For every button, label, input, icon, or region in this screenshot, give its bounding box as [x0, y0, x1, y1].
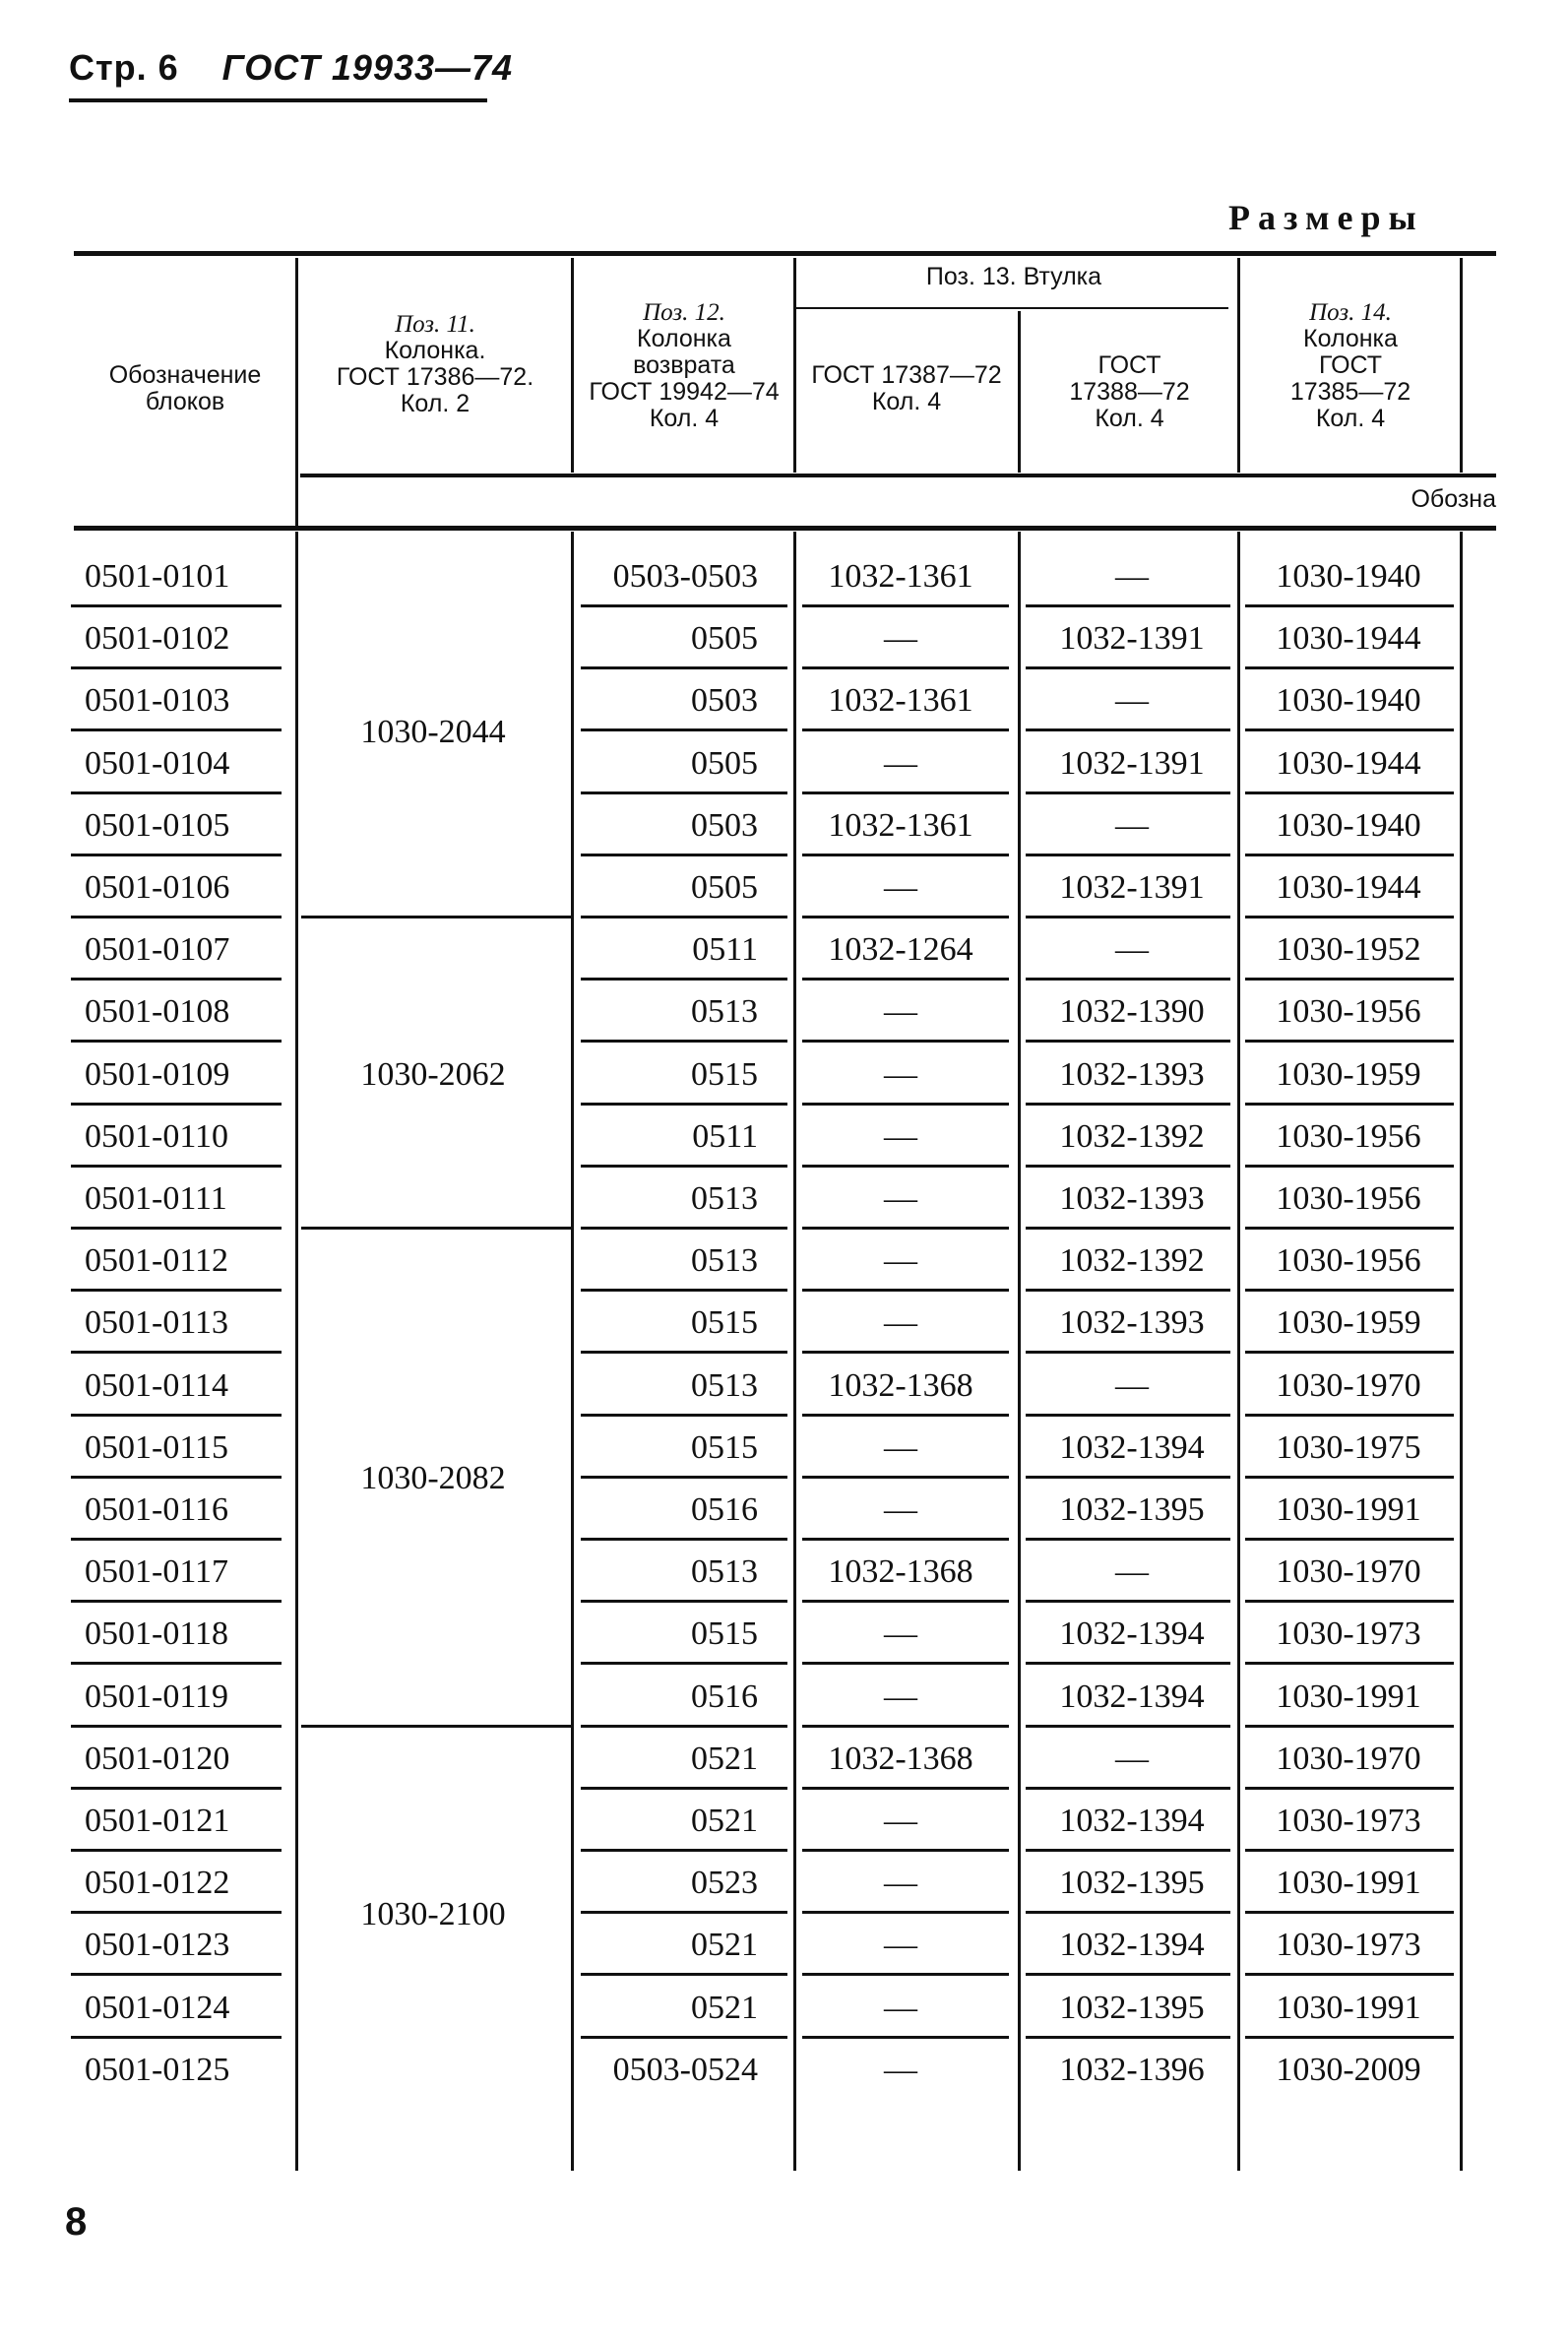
cell-pos14: 1030-1970 [1276, 1553, 1421, 1590]
cell-pos13-a: 1032-1361 [828, 807, 973, 844]
row-underline [581, 2036, 787, 2039]
cell-designation: 0501-0108 [85, 993, 230, 1030]
cell-pos11-group: 1030-2100 [360, 1896, 506, 1932]
row-underline [1026, 1414, 1230, 1417]
page-header [69, 47, 513, 89]
col-header-pos13: Поз. 13. Втулка [925, 263, 1102, 290]
body-col-divider [1460, 532, 1463, 2171]
row-underline [1245, 1973, 1454, 1976]
row-underline [1026, 1227, 1230, 1230]
row-underline [71, 978, 282, 981]
col-divider [1237, 258, 1240, 473]
subheader-rule [300, 474, 1496, 477]
row-underline [1026, 1040, 1230, 1043]
cell-designation: 0501-0111 [85, 1180, 227, 1217]
cell-designation: 0501-0125 [85, 2052, 230, 2088]
row-underline [1245, 1725, 1454, 1728]
cell-pos13-a: — [884, 1990, 917, 2026]
cell-designation: 0501-0116 [85, 1491, 229, 1528]
col-header-pos14: Поз. 14. Колонка ГОСТ 17385—72 Кол. 4 [1289, 299, 1411, 432]
col-divider [295, 258, 298, 526]
cell-pos12: 0516 [691, 1491, 758, 1528]
row-underline [581, 1289, 787, 1292]
cell-pos13-b: 1032-1392 [1059, 1242, 1205, 1279]
cell-pos13-b: 1032-1391 [1059, 745, 1205, 782]
row-underline [581, 1227, 787, 1230]
row-underline [1026, 604, 1230, 607]
row-underline [1245, 1040, 1454, 1043]
col-header-pos13-b: ГОСТ 17388—72 Кол. 4 [1069, 351, 1190, 432]
row-underline [581, 1414, 787, 1417]
col-subheader: Обозна [1411, 485, 1496, 513]
cell-pos13-b: 1032-1394 [1059, 1429, 1205, 1466]
row-underline [71, 916, 282, 918]
row-underline [71, 1103, 282, 1106]
cell-pos14: 1030-1944 [1276, 620, 1421, 657]
cell-pos12: 0521 [691, 1990, 758, 2026]
row-underline [71, 1414, 282, 1417]
row-underline [1026, 1476, 1230, 1479]
body-col-divider [1018, 532, 1021, 2171]
row-underline [1026, 1289, 1230, 1292]
cell-pos11-group: 1030-2082 [360, 1460, 506, 1496]
row-underline [802, 1973, 1009, 1976]
row-underline [581, 1103, 787, 1106]
row-underline [802, 1662, 1009, 1665]
col-divider [793, 258, 796, 473]
cell-designation: 0501-0117 [85, 1553, 229, 1590]
row-underline [1026, 728, 1230, 731]
row-underline [581, 1911, 787, 1914]
cell-pos12: 0503-0524 [612, 2052, 758, 2088]
row-underline [71, 854, 282, 856]
row-underline [71, 1600, 282, 1603]
row-underline [1245, 1227, 1454, 1230]
row-underline [581, 1351, 787, 1354]
cell-pos11-group: 1030-2062 [360, 1056, 506, 1093]
row-underline [581, 1476, 787, 1479]
row-underline [581, 1849, 787, 1852]
row-underline [1026, 666, 1230, 669]
row-underline [71, 1725, 282, 1728]
row-underline [71, 666, 282, 669]
row-underline [1026, 1103, 1230, 1106]
row-underline [802, 1040, 1009, 1043]
row-underline [581, 978, 787, 981]
cell-pos12: 0513 [691, 1553, 758, 1590]
row-underline [71, 1849, 282, 1852]
row-underline [1245, 604, 1454, 607]
col-divider [1018, 311, 1021, 473]
row-underline [802, 1725, 1009, 1728]
row-underline [802, 1351, 1009, 1354]
row-underline [1245, 1414, 1454, 1417]
row-underline [1245, 1600, 1454, 1603]
cell-pos12: 0516 [691, 1678, 758, 1715]
row-underline [71, 728, 282, 731]
col-header-designation: Обозначение блоков [108, 361, 262, 415]
row-underline [1026, 978, 1230, 981]
cell-pos13-b: — [1115, 682, 1149, 719]
cell-pos12: 0521 [691, 1803, 758, 1839]
cell-pos14: 1030-1970 [1276, 1367, 1421, 1404]
cell-pos14: 1030-1956 [1276, 993, 1421, 1030]
row-underline [1245, 916, 1454, 918]
row-underline [1026, 1911, 1230, 1914]
cell-pos13-b: 1032-1393 [1059, 1056, 1205, 1093]
cell-pos13-a: — [884, 869, 917, 906]
cell-designation: 0501-0123 [85, 1927, 230, 1963]
row-underline [1245, 666, 1454, 669]
header-rule [69, 98, 487, 102]
row-underline [802, 1227, 1009, 1230]
cell-pos12: 0505 [691, 620, 758, 657]
row-underline [1026, 1165, 1230, 1168]
page-number: 8 [65, 2200, 88, 2244]
row-underline [581, 1973, 787, 1976]
row-underline [1245, 791, 1454, 794]
cell-pos13-a: — [884, 1865, 917, 1901]
cell-pos13-b: 1032-1394 [1059, 1803, 1205, 1839]
cell-pos13-b: 1032-1395 [1059, 1865, 1205, 1901]
page-label: Стр. 6 [69, 47, 179, 88]
row-underline [581, 1662, 787, 1665]
row-underline [71, 1911, 282, 1914]
cell-pos14: 1030-1991 [1276, 1491, 1421, 1528]
cell-designation: 0501-0114 [85, 1367, 229, 1404]
row-underline [1245, 1662, 1454, 1665]
cell-pos13-a: 1032-1368 [828, 1367, 973, 1404]
row-underline [71, 1787, 282, 1790]
cell-pos13-b: 1032-1393 [1059, 1304, 1205, 1341]
row-underline [71, 1662, 282, 1665]
cell-pos14: 1030-1952 [1276, 931, 1421, 968]
cell-pos14: 1030-1973 [1276, 1927, 1421, 1963]
col-divider [571, 258, 574, 473]
col-divider [1460, 258, 1463, 473]
row-underline [802, 604, 1009, 607]
cell-pos14: 1030-1944 [1276, 869, 1421, 906]
cell-designation: 0501-0103 [85, 682, 230, 719]
cell-pos13-a: — [884, 2052, 917, 2088]
cell-designation: 0501-0106 [85, 869, 230, 906]
row-underline [581, 604, 787, 607]
body-col-divider [571, 532, 574, 2171]
row-underline [802, 854, 1009, 856]
cell-designation: 0501-0110 [85, 1118, 229, 1155]
row-underline [802, 1849, 1009, 1852]
cell-pos14: 1030-1959 [1276, 1056, 1421, 1093]
row-underline [802, 2036, 1009, 2039]
cell-pos13-b: 1032-1392 [1059, 1118, 1205, 1155]
row-underline [1026, 1973, 1230, 1976]
row-underline [802, 666, 1009, 669]
row-underline [1245, 2036, 1454, 2039]
cell-designation: 0501-0120 [85, 1741, 230, 1777]
cell-pos12: 0515 [691, 1304, 758, 1341]
row-underline [581, 1725, 787, 1728]
cell-pos12: 0511 [692, 1118, 758, 1155]
cell-pos13-a: 1032-1361 [828, 682, 973, 719]
cell-designation: 0501-0107 [85, 931, 230, 968]
cell-designation: 0501-0124 [85, 1990, 230, 2026]
row-underline [1026, 1600, 1230, 1603]
row-underline [71, 791, 282, 794]
row-underline [71, 1538, 282, 1541]
cell-designation: 0501-0115 [85, 1429, 229, 1466]
row-underline [71, 604, 282, 607]
cell-designation: 0501-0119 [85, 1678, 229, 1715]
row-underline [71, 1973, 282, 1976]
col-header-pos12: Поз. 12. Колонка возврата ГОСТ 19942—74 Кол. 4 [589, 299, 780, 432]
cell-pos13-a: — [884, 1242, 917, 1279]
cell-pos13-a: — [884, 1180, 917, 1217]
cell-pos12: 0521 [691, 1741, 758, 1777]
pos13-split-rule [795, 307, 1228, 309]
cell-pos14: 1030-2009 [1276, 2052, 1421, 2088]
cell-pos13-b: 1032-1391 [1059, 869, 1205, 906]
row-underline [1026, 1351, 1230, 1354]
row-underline [1026, 1662, 1230, 1665]
cell-pos13-a: — [884, 1803, 917, 1839]
cell-designation: 0501-0109 [85, 1056, 230, 1093]
row-underline [1245, 1289, 1454, 1292]
cell-pos12: 0513 [691, 1242, 758, 1279]
cell-pos14: 1030-1956 [1276, 1242, 1421, 1279]
row-underline [802, 728, 1009, 731]
cell-pos14: 1030-1991 [1276, 1990, 1421, 2026]
row-underline [1245, 854, 1454, 856]
row-underline [802, 1103, 1009, 1106]
cell-designation: 0501-0105 [85, 807, 230, 844]
cell-pos14: 1030-1991 [1276, 1865, 1421, 1901]
row-underline [802, 1600, 1009, 1603]
cell-pos14: 1030-1940 [1276, 682, 1421, 719]
cell-pos14: 1030-1973 [1276, 1803, 1421, 1839]
row-underline [802, 791, 1009, 794]
row-underline [1245, 1849, 1454, 1852]
row-underline [581, 791, 787, 794]
cell-designation: 0501-0101 [85, 558, 230, 595]
row-underline [1026, 1849, 1230, 1852]
row-underline [1245, 1476, 1454, 1479]
cell-pos13-b: 1032-1396 [1059, 2052, 1205, 2088]
row-underline [1245, 978, 1454, 981]
row-underline [581, 1600, 787, 1603]
cell-pos12: 0513 [691, 993, 758, 1030]
row-underline [1245, 1538, 1454, 1541]
cell-pos13-b: 1032-1394 [1059, 1927, 1205, 1963]
cell-pos12: 0523 [691, 1865, 758, 1901]
row-underline [802, 1476, 1009, 1479]
row-underline [802, 1414, 1009, 1417]
cell-pos14: 1030-1970 [1276, 1741, 1421, 1777]
cell-pos12: 0511 [692, 931, 758, 968]
row-underline [71, 1351, 282, 1354]
cell-pos12: 0521 [691, 1927, 758, 1963]
cell-pos13-a: — [884, 1678, 917, 1715]
group-separator [301, 1725, 571, 1728]
cell-pos13-a: — [884, 1056, 917, 1093]
cell-pos14: 1030-1940 [1276, 558, 1421, 595]
row-underline [581, 1538, 787, 1541]
cell-pos13-a: — [884, 620, 917, 657]
cell-pos14: 1030-1975 [1276, 1429, 1421, 1466]
row-underline [1026, 1725, 1230, 1728]
row-underline [1245, 1103, 1454, 1106]
row-underline [802, 1787, 1009, 1790]
cell-pos13-b: 1032-1393 [1059, 1180, 1205, 1217]
cell-pos14: 1030-1940 [1276, 807, 1421, 844]
row-underline [1245, 1165, 1454, 1168]
cell-pos13-b: — [1115, 807, 1149, 844]
cell-pos13-a: 1032-1361 [828, 558, 973, 595]
standard-number: ГОСТ 19933—74 [221, 47, 514, 88]
row-underline [1026, 854, 1230, 856]
row-underline [1245, 728, 1454, 731]
row-underline [581, 1787, 787, 1790]
col-header-pos11: Поз. 11. Колонка. ГОСТ 17386—72. Кол. 2 [336, 311, 534, 417]
cell-pos13-b: 1032-1395 [1059, 1990, 1205, 2026]
cell-pos14: 1030-1991 [1276, 1678, 1421, 1715]
cell-pos13-a: 1032-1368 [828, 1741, 973, 1777]
cell-pos13-a: — [884, 1304, 917, 1341]
row-underline [1026, 1538, 1230, 1541]
cell-pos13-b: — [1115, 1741, 1149, 1777]
row-underline [802, 1911, 1009, 1914]
row-underline [1245, 1787, 1454, 1790]
cell-pos12: 0515 [691, 1615, 758, 1652]
row-underline [581, 1165, 787, 1168]
row-underline [581, 1040, 787, 1043]
cell-pos13-a: 1032-1368 [828, 1553, 973, 1590]
cell-pos13-b: — [1115, 1553, 1149, 1590]
cell-pos13-a: — [884, 1615, 917, 1652]
cell-pos12: 0503 [691, 807, 758, 844]
row-underline [581, 666, 787, 669]
col-header-pos13-a: ГОСТ 17387—72 Кол. 4 [811, 361, 1002, 415]
cell-pos12: 0515 [691, 1429, 758, 1466]
cell-pos12: 0513 [691, 1180, 758, 1217]
row-underline [802, 916, 1009, 918]
cell-pos12: 0515 [691, 1056, 758, 1093]
cell-pos13-b: — [1115, 931, 1149, 968]
cell-pos13-b: — [1115, 558, 1149, 595]
row-underline [1026, 1787, 1230, 1790]
row-underline [802, 978, 1009, 981]
cell-pos12: 0503-0503 [612, 558, 758, 595]
cell-pos12: 0503 [691, 682, 758, 719]
row-underline [71, 1165, 282, 1168]
row-underline [581, 854, 787, 856]
row-underline [71, 1040, 282, 1043]
group-separator [301, 916, 571, 918]
cell-pos14: 1030-1956 [1276, 1180, 1421, 1217]
cell-designation: 0501-0104 [85, 745, 230, 782]
row-underline [802, 1165, 1009, 1168]
cell-pos14: 1030-1956 [1276, 1118, 1421, 1155]
row-underline [1026, 916, 1230, 918]
row-underline [1245, 1351, 1454, 1354]
cell-pos13-a: — [884, 1491, 917, 1528]
cell-designation: 0501-0102 [85, 620, 230, 657]
row-underline [802, 1538, 1009, 1541]
cell-pos13-b: 1032-1391 [1059, 620, 1205, 657]
cell-pos14: 1030-1959 [1276, 1304, 1421, 1341]
cell-pos12: 0513 [691, 1367, 758, 1404]
cell-pos14: 1030-1944 [1276, 745, 1421, 782]
cell-pos13-a: — [884, 745, 917, 782]
cell-pos14: 1030-1973 [1276, 1615, 1421, 1652]
cell-designation: 0501-0118 [85, 1615, 229, 1652]
cell-pos13-b: 1032-1395 [1059, 1491, 1205, 1528]
table-top-rule [74, 251, 1496, 256]
cell-pos13-a: 1032-1264 [828, 931, 973, 968]
cell-pos13-b: 1032-1390 [1059, 993, 1205, 1030]
row-underline [71, 2036, 282, 2039]
row-underline [581, 916, 787, 918]
row-underline [802, 1289, 1009, 1292]
cell-pos13-a: — [884, 1927, 917, 1963]
row-underline [71, 1227, 282, 1230]
cell-pos13-a: — [884, 1429, 917, 1466]
table-head-bottom-rule [74, 526, 1496, 531]
cell-pos13-a: — [884, 1118, 917, 1155]
row-underline [71, 1476, 282, 1479]
group-separator [301, 1227, 571, 1230]
cell-pos13-b: 1032-1394 [1059, 1678, 1205, 1715]
cell-designation: 0501-0113 [85, 1304, 229, 1341]
cell-pos12: 0505 [691, 869, 758, 906]
cell-designation: 0501-0112 [85, 1242, 229, 1279]
row-underline [1026, 2036, 1230, 2039]
cell-pos13-b: — [1115, 1367, 1149, 1404]
cell-designation: 0501-0122 [85, 1865, 230, 1901]
row-underline [1245, 1911, 1454, 1914]
cell-pos11-group: 1030-2044 [360, 714, 506, 750]
cell-designation: 0501-0121 [85, 1803, 230, 1839]
row-underline [71, 1289, 282, 1292]
section-title: Размеры [1228, 198, 1424, 237]
row-underline [581, 728, 787, 731]
row-underline [1026, 791, 1230, 794]
cell-pos13-b: 1032-1394 [1059, 1615, 1205, 1652]
cell-pos13-a: — [884, 993, 917, 1030]
cell-pos12: 0505 [691, 745, 758, 782]
